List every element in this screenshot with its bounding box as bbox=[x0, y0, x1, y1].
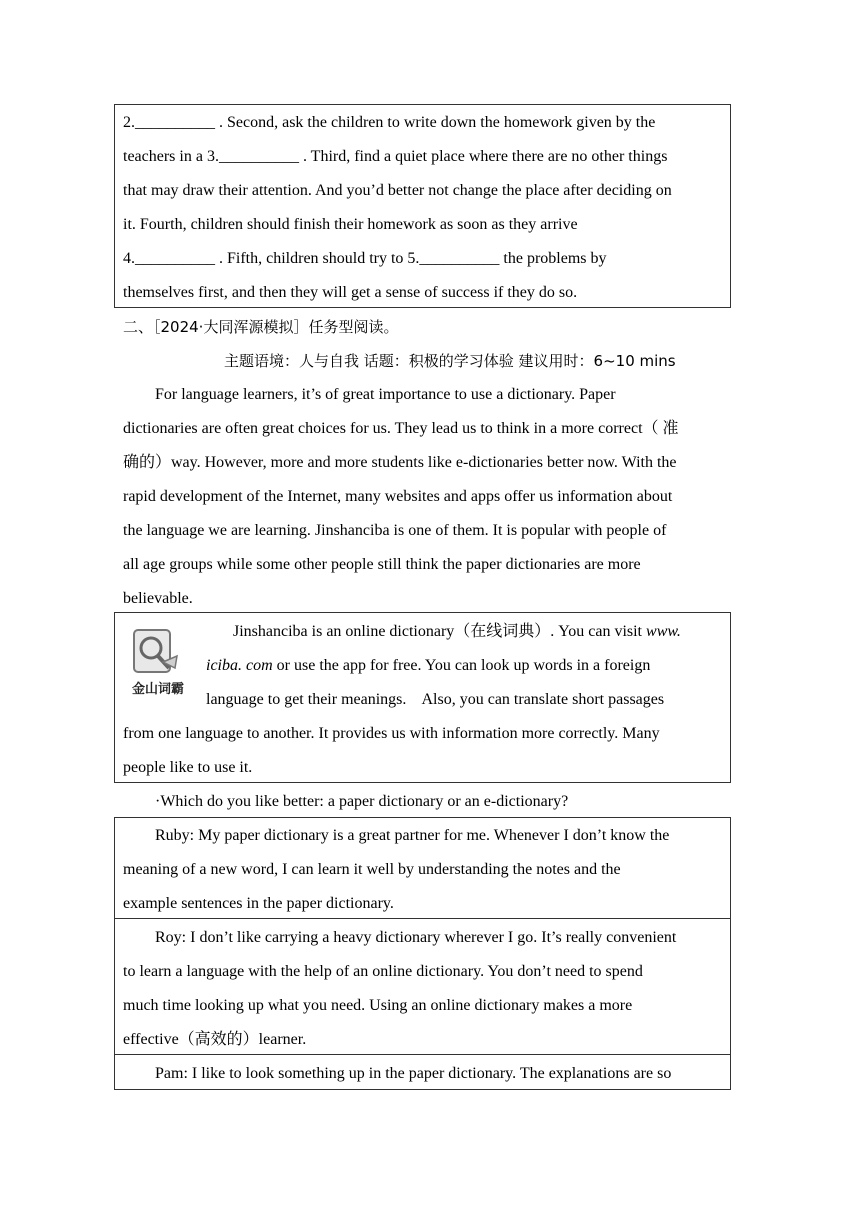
jinshan-line-4: from one language to another. It provides us with information more correctly. Many bbox=[123, 725, 660, 742]
jinshan-line-2-text: or use the app for free. You can look up words in a foreign bbox=[272, 657, 651, 674]
exercise-line-1: 2.__________ . Second, ask the children to write down the homework given by the bbox=[123, 114, 656, 131]
question: ·Which do you like better: a paper dictionary or an e-dictionary? bbox=[155, 793, 569, 810]
ruby-line-2: meaning of a new word, I can learn it well by understanding the notes and the bbox=[123, 861, 621, 878]
roy-line-3: much time looking up what you need. Using an online dictionary makes a more bbox=[123, 997, 633, 1014]
jinshanciba-logo bbox=[125, 626, 191, 698]
exercise-line-5: 4.__________ . Fifth, children should try to 5.__________ the problems by bbox=[123, 250, 607, 267]
exercise-line-2: teachers in a 3.__________ . Third, find a quiet place where there are no other things bbox=[123, 148, 668, 165]
ruby-line-1: Ruby: My paper dictionary is a great partner for me. Whenever I don’t know the bbox=[155, 827, 670, 844]
ruby-line-3: example sentences in the paper dictionary. bbox=[123, 895, 394, 912]
jinshan-line-1-text: Jinshanciba is an online dictionary（在线词典）. You can visit bbox=[233, 623, 647, 640]
roy-line-2: to learn a language with the help of an online dictionary. You don’t need to spend bbox=[123, 963, 643, 980]
section-heading: 二、［2024·大同浑源模拟］任务型阅读。 bbox=[123, 318, 399, 336]
passage-line-4: rapid development of the Internet, many websites and apps offer us information about bbox=[123, 488, 673, 505]
jinshan-line-3: language to get their meanings. Also, you can translate short passages bbox=[206, 691, 665, 708]
passage-line-5: the language we are learning. Jinshanciba is one of them. It is popular with people of bbox=[123, 522, 667, 539]
logo-text: 金山词霸 bbox=[131, 682, 184, 697]
exercise-box bbox=[114, 104, 731, 308]
passage-line-3: 确的）way. However, more and more students like e-dictionaries better now. With the bbox=[123, 454, 677, 471]
passage-line-2: dictionaries are often great choices for us. They lead us to think in a more correct（ 准 bbox=[123, 420, 679, 437]
exercise-line-3: that may draw their attention. And you’d better not change the place after deciding on bbox=[123, 182, 672, 199]
jinshan-line-1 bbox=[233, 622, 681, 642]
jinshan-line-2 bbox=[206, 656, 650, 676]
jinshan-line-5: people like to use it. bbox=[123, 759, 253, 776]
passage-line-1: For language learners, it’s of great importance to use a dictionary. Paper bbox=[155, 386, 616, 403]
pam-line-1: Pam: I like to look something up in the paper dictionary. The explanations are so bbox=[155, 1065, 672, 1082]
passage-line-6: all age groups while some other people still think the paper dictionaries are more bbox=[123, 556, 641, 573]
roy-line-4: effective（高效的）learner. bbox=[123, 1031, 307, 1048]
jinshan-link-part-2: iciba. com bbox=[206, 657, 273, 674]
row-divider-2 bbox=[114, 1054, 731, 1055]
exercise-line-6: themselves first, and then they will get a sense of success if they do so. bbox=[123, 284, 578, 301]
passage-line-7: believable. bbox=[123, 590, 193, 607]
section-subheading: 主题语境：人与自我 话题：积极的学习体验 建议用时：6~10 mins bbox=[224, 352, 676, 370]
roy-line-1: Roy: I don’t like carrying a heavy dictionary wherever I go. It’s really convenient bbox=[155, 929, 677, 946]
row-divider-1 bbox=[114, 918, 731, 919]
jinshan-link-part-1: www. bbox=[646, 623, 681, 640]
exercise-line-4: it. Fourth, children should finish their homework as soon as they arrive bbox=[123, 216, 578, 233]
